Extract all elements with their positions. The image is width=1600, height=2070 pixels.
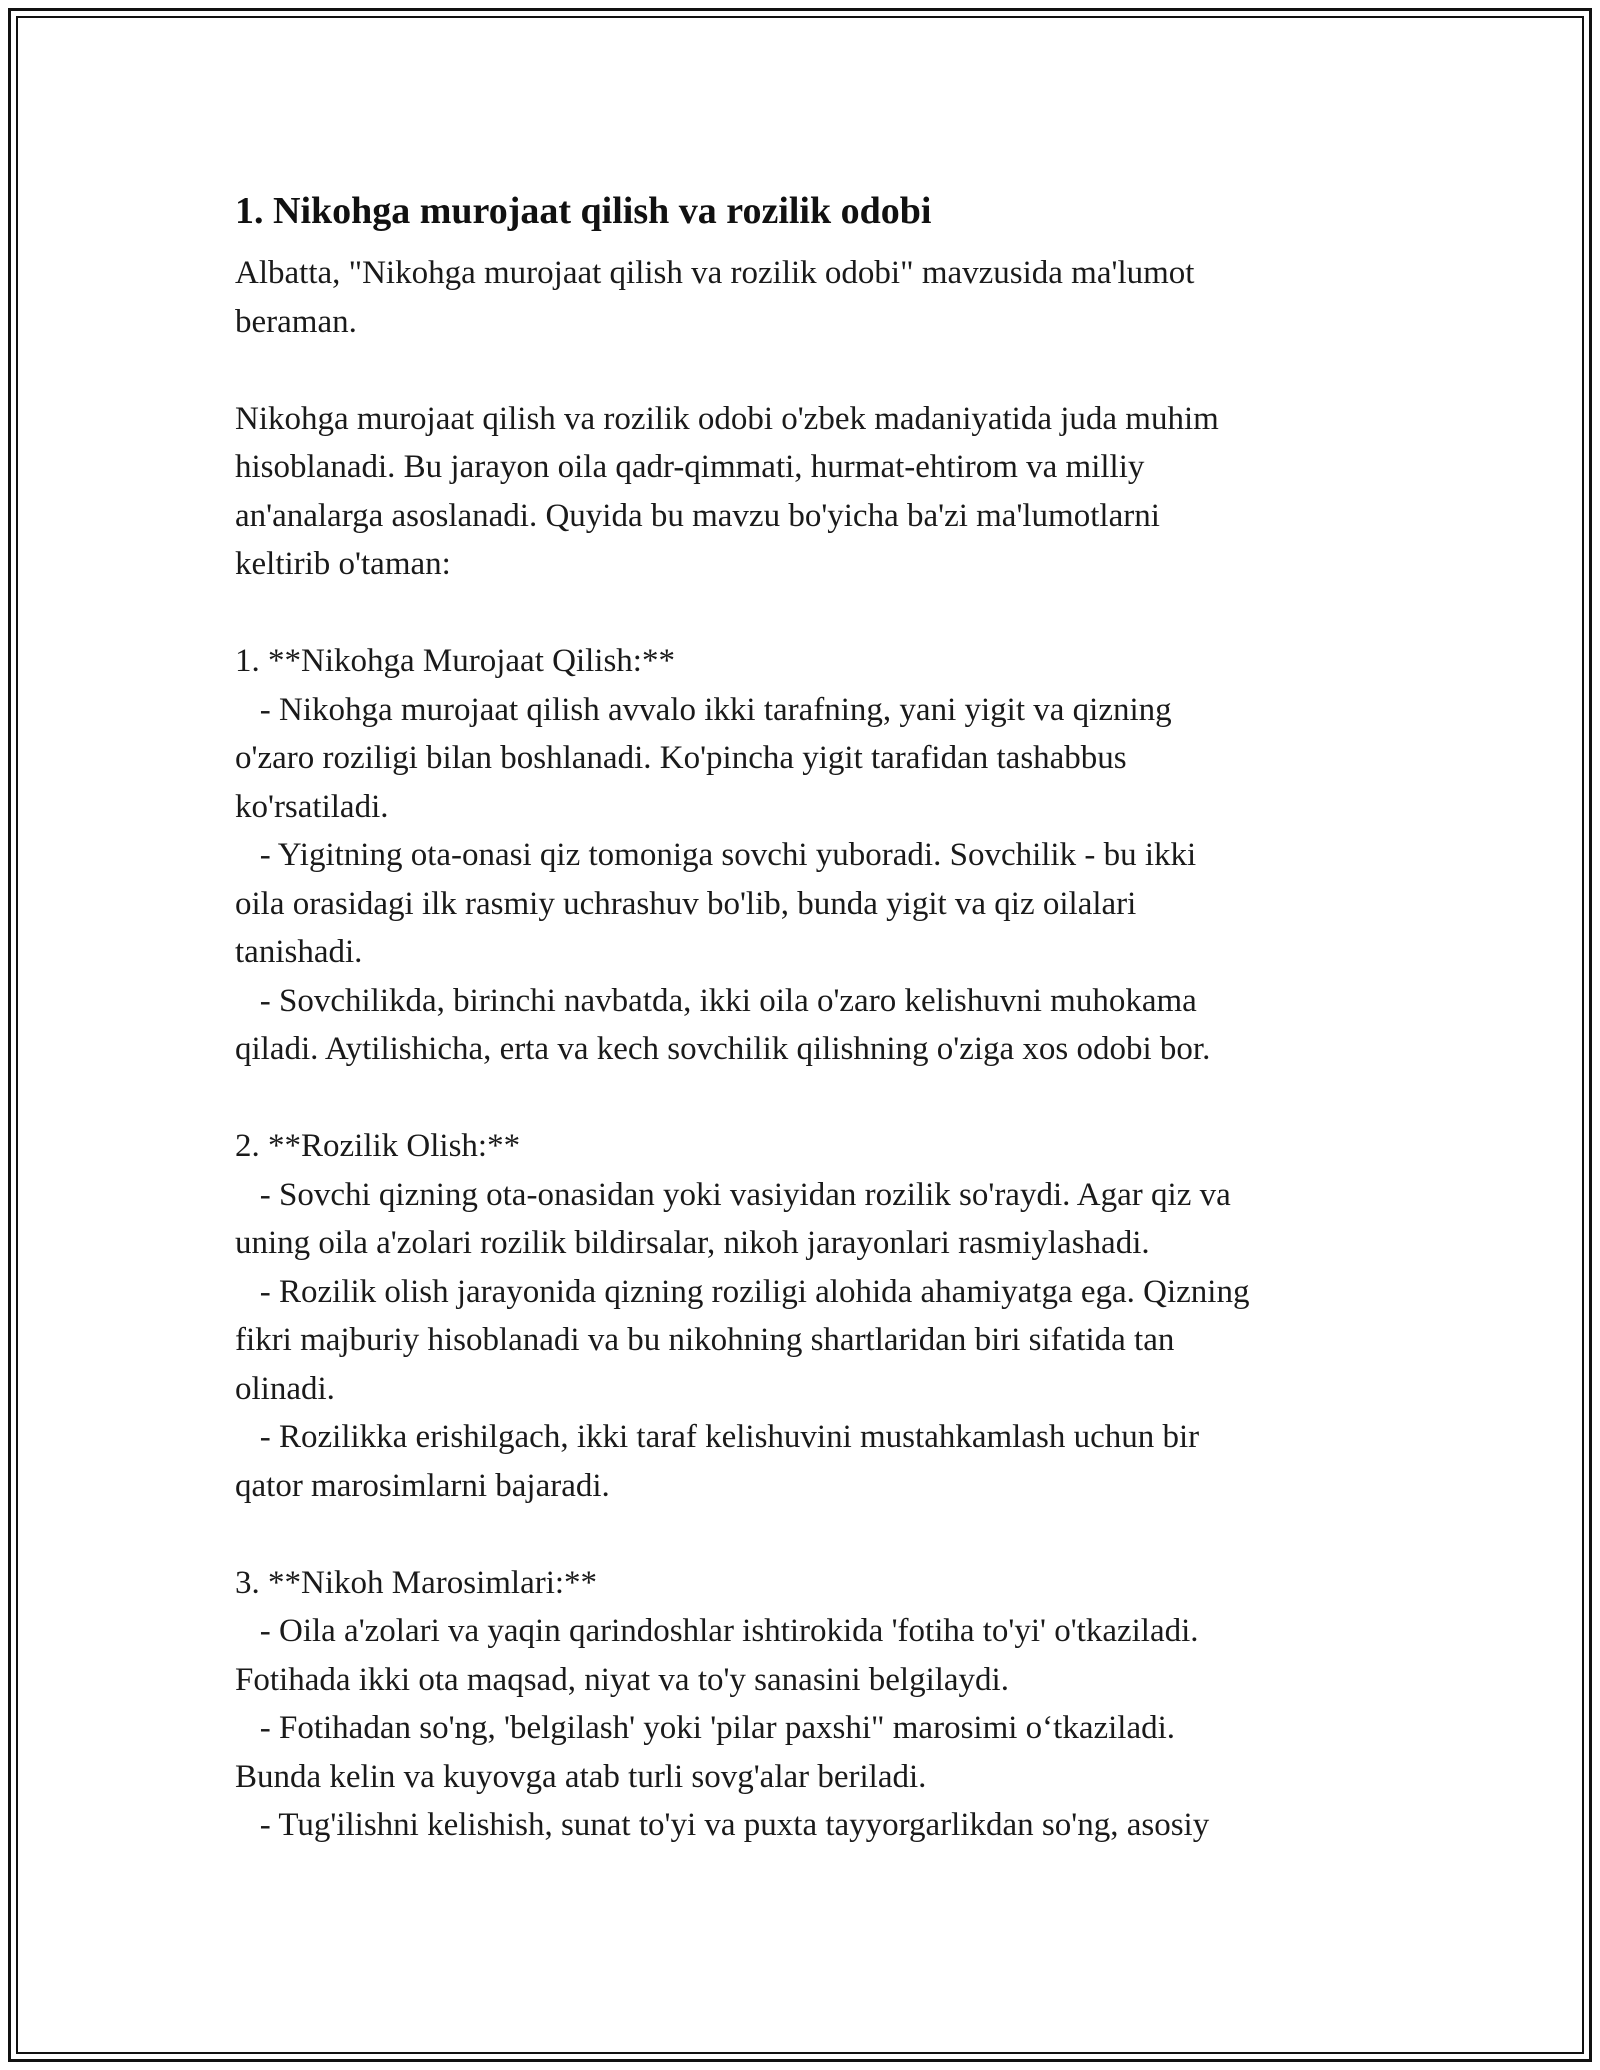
document-title: 1. Nikohga murojaat qilish va rozilik odobi	[235, 190, 932, 232]
document-body: Albatta, "Nikohga murojaat qilish va rozilik odobi" mavzusida ma'lumot beraman. Nikohga murojaat qilish va rozilik odobi o'zbek madaniyatida juda muhim hisoblanadi. Bu jarayon oila qadr-qimmati, hurmat-ehtirom va milliy an'analarga asoslanadi. Quyida bu mavzu bo'yicha ba'zi ma'lumotlarni keltirib o'taman: 1. **Nikohga Murojaat Qilish:** - Nikohga murojaat qilish avvalo ikki tarafning, yani yigit va qizning o'zaro roziligi bilan boshlanadi. Ko'pincha yigit tarafidan tashabbus ko'rsatiladi. - Yigitning ota-onasi qiz tomoniga sovchi yuboradi. Sovchilik - bu ikki oila orasidagi ilk rasmiy uchrashuv bo'lib, bunda yigit va qiz oilalari tanishadi. - Sovchilikda, birinchi navbatda, ikki oila o'zaro kelishuvni muhokama qiladi. Aytilishicha, erta va kech sovchilik qilishning o'ziga xos odobi bor. 2. **Rozilik Olish:** - Sovchi qizning ota-onasidan yoki vasiyidan rozilik so'raydi. Agar qiz va uning oila a'zolari rozilik bildirsalar, nikoh jarayonlari rasmiylashadi. - Rozilik olish jarayonida qizning roziligi alohida ahamiyatga ega. Qizning fikri majburiy hisoblanadi va bu nikohning shartlaridan biri sifatida tan olinadi. - Rozilikka erishilgach, ikki taraf kelishuvini mustahkamlash uchun bir qator marosimlarni bajaradi. 3. **Nikoh Marosimlari:** - Oila a'zolari va yaqin qarindoshlar ishtirokida 'fotiha to'yi' o'tkaziladi. Fotihada ikki ota maqsad, niyat va to'y sanasini belgilaydi. - Fotihadan so'ng, 'belgilash' yoki 'pilar paxshi" marosimi oʻtkaziladi. Bunda kelin va kuyovga atab turli sovg'alar beriladi. - Tug'ilishni kelishish, sunat to'yi va puxta tayyorgarlikdan so'ng, asosiy	[235, 255, 1250, 1843]
document-content	[235, 185, 1380, 1850]
